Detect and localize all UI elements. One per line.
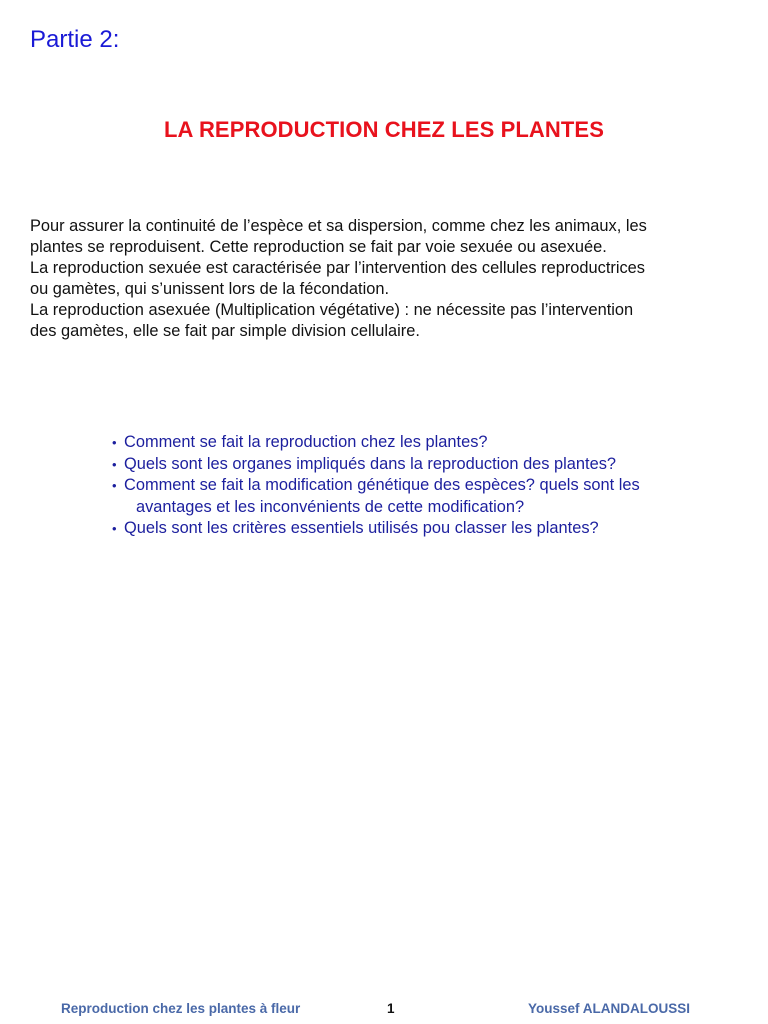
intro-line: Pour assurer la continuité de l’espèce et sa dispersion, comme chez les animaux, les — [30, 217, 647, 235]
question-item — [112, 454, 732, 476]
intro-line: des gamètes, elle se fait par simple division cellulaire. — [30, 322, 420, 340]
bullet-icon: • — [112, 456, 117, 472]
question-text: Quels sont les organes impliqués dans la reproduction des plantes? — [124, 454, 617, 473]
page-title: LA REPRODUCTION CHEZ LES PLANTES — [164, 117, 604, 142]
part-heading: Partie 2: — [30, 26, 120, 53]
bullet-icon: • — [112, 435, 117, 450]
intro-line: plantes se reproduisent. Cette reproduction se fait par voie sexuée ou asexuée. — [30, 238, 607, 256]
intro-line: ou gamètes, qui s’unissent lors de la fécondation. — [30, 280, 389, 298]
question-item — [112, 518, 732, 540]
question-text-continuation: avantages et les inconvénients de cette modification? — [136, 497, 525, 516]
question-text: Quels sont les critères essentiels utilisés pou classer les plantes? — [124, 519, 599, 537]
intro-line: La reproduction sexuée est caractérisée par l’intervention des cellules reproductrices — [30, 259, 645, 277]
question-item — [112, 432, 732, 454]
intro-line: La reproduction asexuée (Multiplication végétative) : ne nécessite pas l’intervention — [30, 301, 634, 319]
question-text: Comment se fait la modification génétique des espèces? quels sont les — [124, 476, 640, 494]
footer-author: Youssef ALANDALOUSSI — [528, 1001, 691, 1016]
footer-page-number: 1 — [387, 1001, 395, 1016]
footer-course-title: Reproduction chez les plantes à fleur — [61, 1001, 301, 1016]
intro-paragraph — [30, 216, 730, 342]
bullet-icon: • — [112, 521, 117, 536]
bullet-icon: • — [112, 478, 117, 493]
question-text: Comment se fait la reproduction chez les plantes? — [124, 433, 488, 451]
question-item — [112, 475, 732, 518]
question-list — [112, 432, 732, 540]
